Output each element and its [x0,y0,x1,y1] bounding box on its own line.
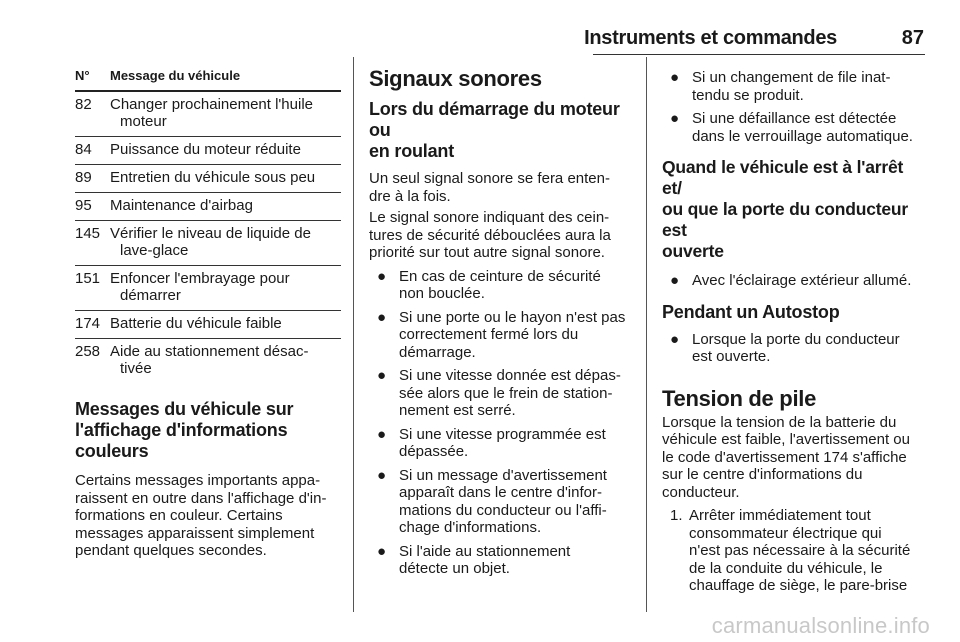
bullet-icon: ● [670,110,680,127]
text-line: chauffage de siège, le pare-brise [689,577,908,594]
table-row [75,221,341,266]
bullet-icon: ● [377,267,387,285]
text-line: Si un message d'avertissement [399,466,607,484]
text-line: non bouclée. [399,285,485,302]
text-line: Si un changement de file inat- [692,69,891,86]
text-line: priorité sur tout autre signal sonore. [369,244,605,261]
text-line: détecte un objet. [399,560,510,577]
section-title-battery: Tension de pile [662,385,817,411]
step-number: 1. [670,507,683,524]
row-message-line: moteur [120,113,167,130]
paragraph [369,170,633,205]
text-line: En cas de ceinture de sécurité [399,267,601,285]
table-row [75,339,341,383]
row-number: 258 [75,343,101,360]
text-line: pendant quelques secondes. [75,542,267,559]
text-line: Un seul signal sonore se fera enten- [369,170,610,187]
text-line: formations en couleur. Certains [75,507,283,524]
paragraph [662,414,926,502]
bullet-icon: ● [377,308,387,326]
table-row [75,311,341,339]
page-number: 87 [901,27,924,49]
text-line: apparaît dans le centre d'infor- [399,484,602,501]
header-rule [593,54,925,55]
heading-line: ou que la porte du conducteur est [662,199,909,240]
text-line: tures de sécurité débouclées aura la [369,226,611,244]
list-item [369,268,633,303]
row-message: Entretien du véhicule sous peu [110,169,316,186]
text-line: tendu se produit. [692,86,804,104]
subsection-heading [662,157,926,262]
col-header-message: Message du véhicule [110,68,241,83]
list-item [662,507,926,595]
text-line: Avec l'éclairage extérieur allumé. [692,272,912,289]
list-item [662,272,926,290]
bullet-icon: ● [377,425,387,443]
text-line: sée alors que le frein de station- [399,384,613,402]
row-number: 174 [75,315,101,332]
table-row [75,137,341,165]
text-line: messages apparaissent simplement [75,524,315,542]
row-number: 89 [75,169,92,186]
section-title: Instruments et commandes [584,27,837,49]
text-line: Lorsque la tension de la batterie du [662,413,897,431]
col-header-number: N° [75,68,90,83]
subsection-heading [369,99,633,162]
text-line: véhicule est faible, l'avertissement ou [662,431,910,448]
row-number: 145 [75,225,101,242]
heading-line: en roulant [369,141,455,161]
column-3 [662,60,926,595]
text-line: sur le centre d'informations du [662,466,863,483]
row-number: 84 [75,141,92,158]
table-row [75,193,341,221]
row-message-line: démarrer [120,287,181,304]
text-line: Si une porte ou le hayon n'est pas [399,308,626,326]
row-message: Puissance du moteur réduite [110,141,301,158]
row-message [110,270,341,304]
numbered-list [662,507,926,595]
text-line: dans le verrouillage automatique. [692,127,913,145]
row-number: 82 [75,96,92,113]
heading-line: Messages du véhicule sur [75,399,294,419]
text-line: Certains messages importants appa- [75,472,321,489]
text-line: Arrêter immédiatement tout [689,507,871,524]
text-line: le code d'avertissement 174 s'affiche [662,448,907,466]
text-line: démarrage. [399,343,476,361]
table-row [75,165,341,193]
bullet-icon: ● [670,69,680,86]
heading-line: couleurs [75,441,149,461]
bullet-list [369,268,633,578]
heading-line: ouverte [662,241,724,261]
row-message-line: Changer prochainement l'huile [110,96,313,113]
text-line: conducteur. [662,483,740,501]
row-message-line: tivée [120,360,152,377]
list-item [369,367,633,420]
bullet-list [662,69,926,145]
text-line: n'est pas nécessaire à la sécurité [689,542,911,559]
row-message [110,96,341,130]
table-body [75,92,341,383]
paragraph [369,209,633,262]
text-line: dépassée. [399,443,469,460]
row-message-line: Enfoncer l'embrayage pour [110,270,290,287]
row-message-line: lave-glace [120,242,189,259]
list-item [369,426,633,461]
bullet-icon: ● [377,466,387,484]
bullet-list [662,331,926,366]
row-message-line: Vérifier le niveau de liquide de [110,225,311,242]
list-item [369,543,633,578]
page-header [0,0,960,60]
column-2 [369,60,633,578]
subsection-heading: Pendant un Autostop [662,301,840,322]
text-line: raissent en outre dans l'affichage d'in- [75,489,327,507]
paragraph [75,472,341,560]
column-1 [75,60,341,560]
list-item [662,110,926,145]
watermark: carmanualsonline.info [711,613,930,638]
text-line: consommateur électrique qui [689,524,882,542]
text-line: est ouverte. [692,348,771,365]
row-message [110,343,341,377]
row-number: 151 [75,270,101,287]
text-line: dre à la fois. [369,187,451,205]
bullet-icon: ● [670,330,680,348]
text-line: de la conduite du véhicule, le [689,559,883,577]
list-item [662,69,926,104]
heading-line: Quand le véhicule est à l'arrêt et/ [662,157,904,198]
heading-line: Lors du démarrage du moteur ou [369,99,620,140]
text-line: correctement fermé lors du [399,326,579,343]
section-heading [75,399,341,462]
text-line: Si une vitesse programmée est [399,425,606,443]
text-line: Si l'aide au stationnement [399,542,571,560]
text-line: nement est serré. [399,402,516,419]
row-message: Batterie du véhicule faible [110,315,282,332]
text-line: Si une vitesse donnée est dépas- [399,367,621,384]
text-line: Le signal sonore indiquant des cein- [369,209,610,226]
row-message-line: Aide au stationnement désac- [110,343,309,360]
bullet-list [662,272,926,290]
list-item [369,467,633,537]
list-item [369,309,633,362]
bullet-icon: ● [670,272,680,289]
text-line: mations du conducteur ou l'affi- [399,501,607,519]
table-row [75,266,341,311]
row-number: 95 [75,197,92,214]
section-title-sound: Signaux sonores [369,66,542,91]
column-divider-1 [353,57,354,612]
bullet-icon: ● [377,367,387,384]
list-item [662,331,926,366]
column-divider-2 [646,57,647,612]
row-message [110,225,341,259]
table-header [75,60,341,92]
row-message: Maintenance d'airbag [110,197,253,214]
bullet-icon: ● [377,542,387,560]
table-row [75,92,341,137]
text-line: chage d'informations. [399,519,542,536]
heading-line: l'affichage d'informations [75,420,288,440]
text-line: Lorsque la porte du conducteur [692,330,900,348]
text-line: Si une défaillance est détectée [692,110,897,127]
